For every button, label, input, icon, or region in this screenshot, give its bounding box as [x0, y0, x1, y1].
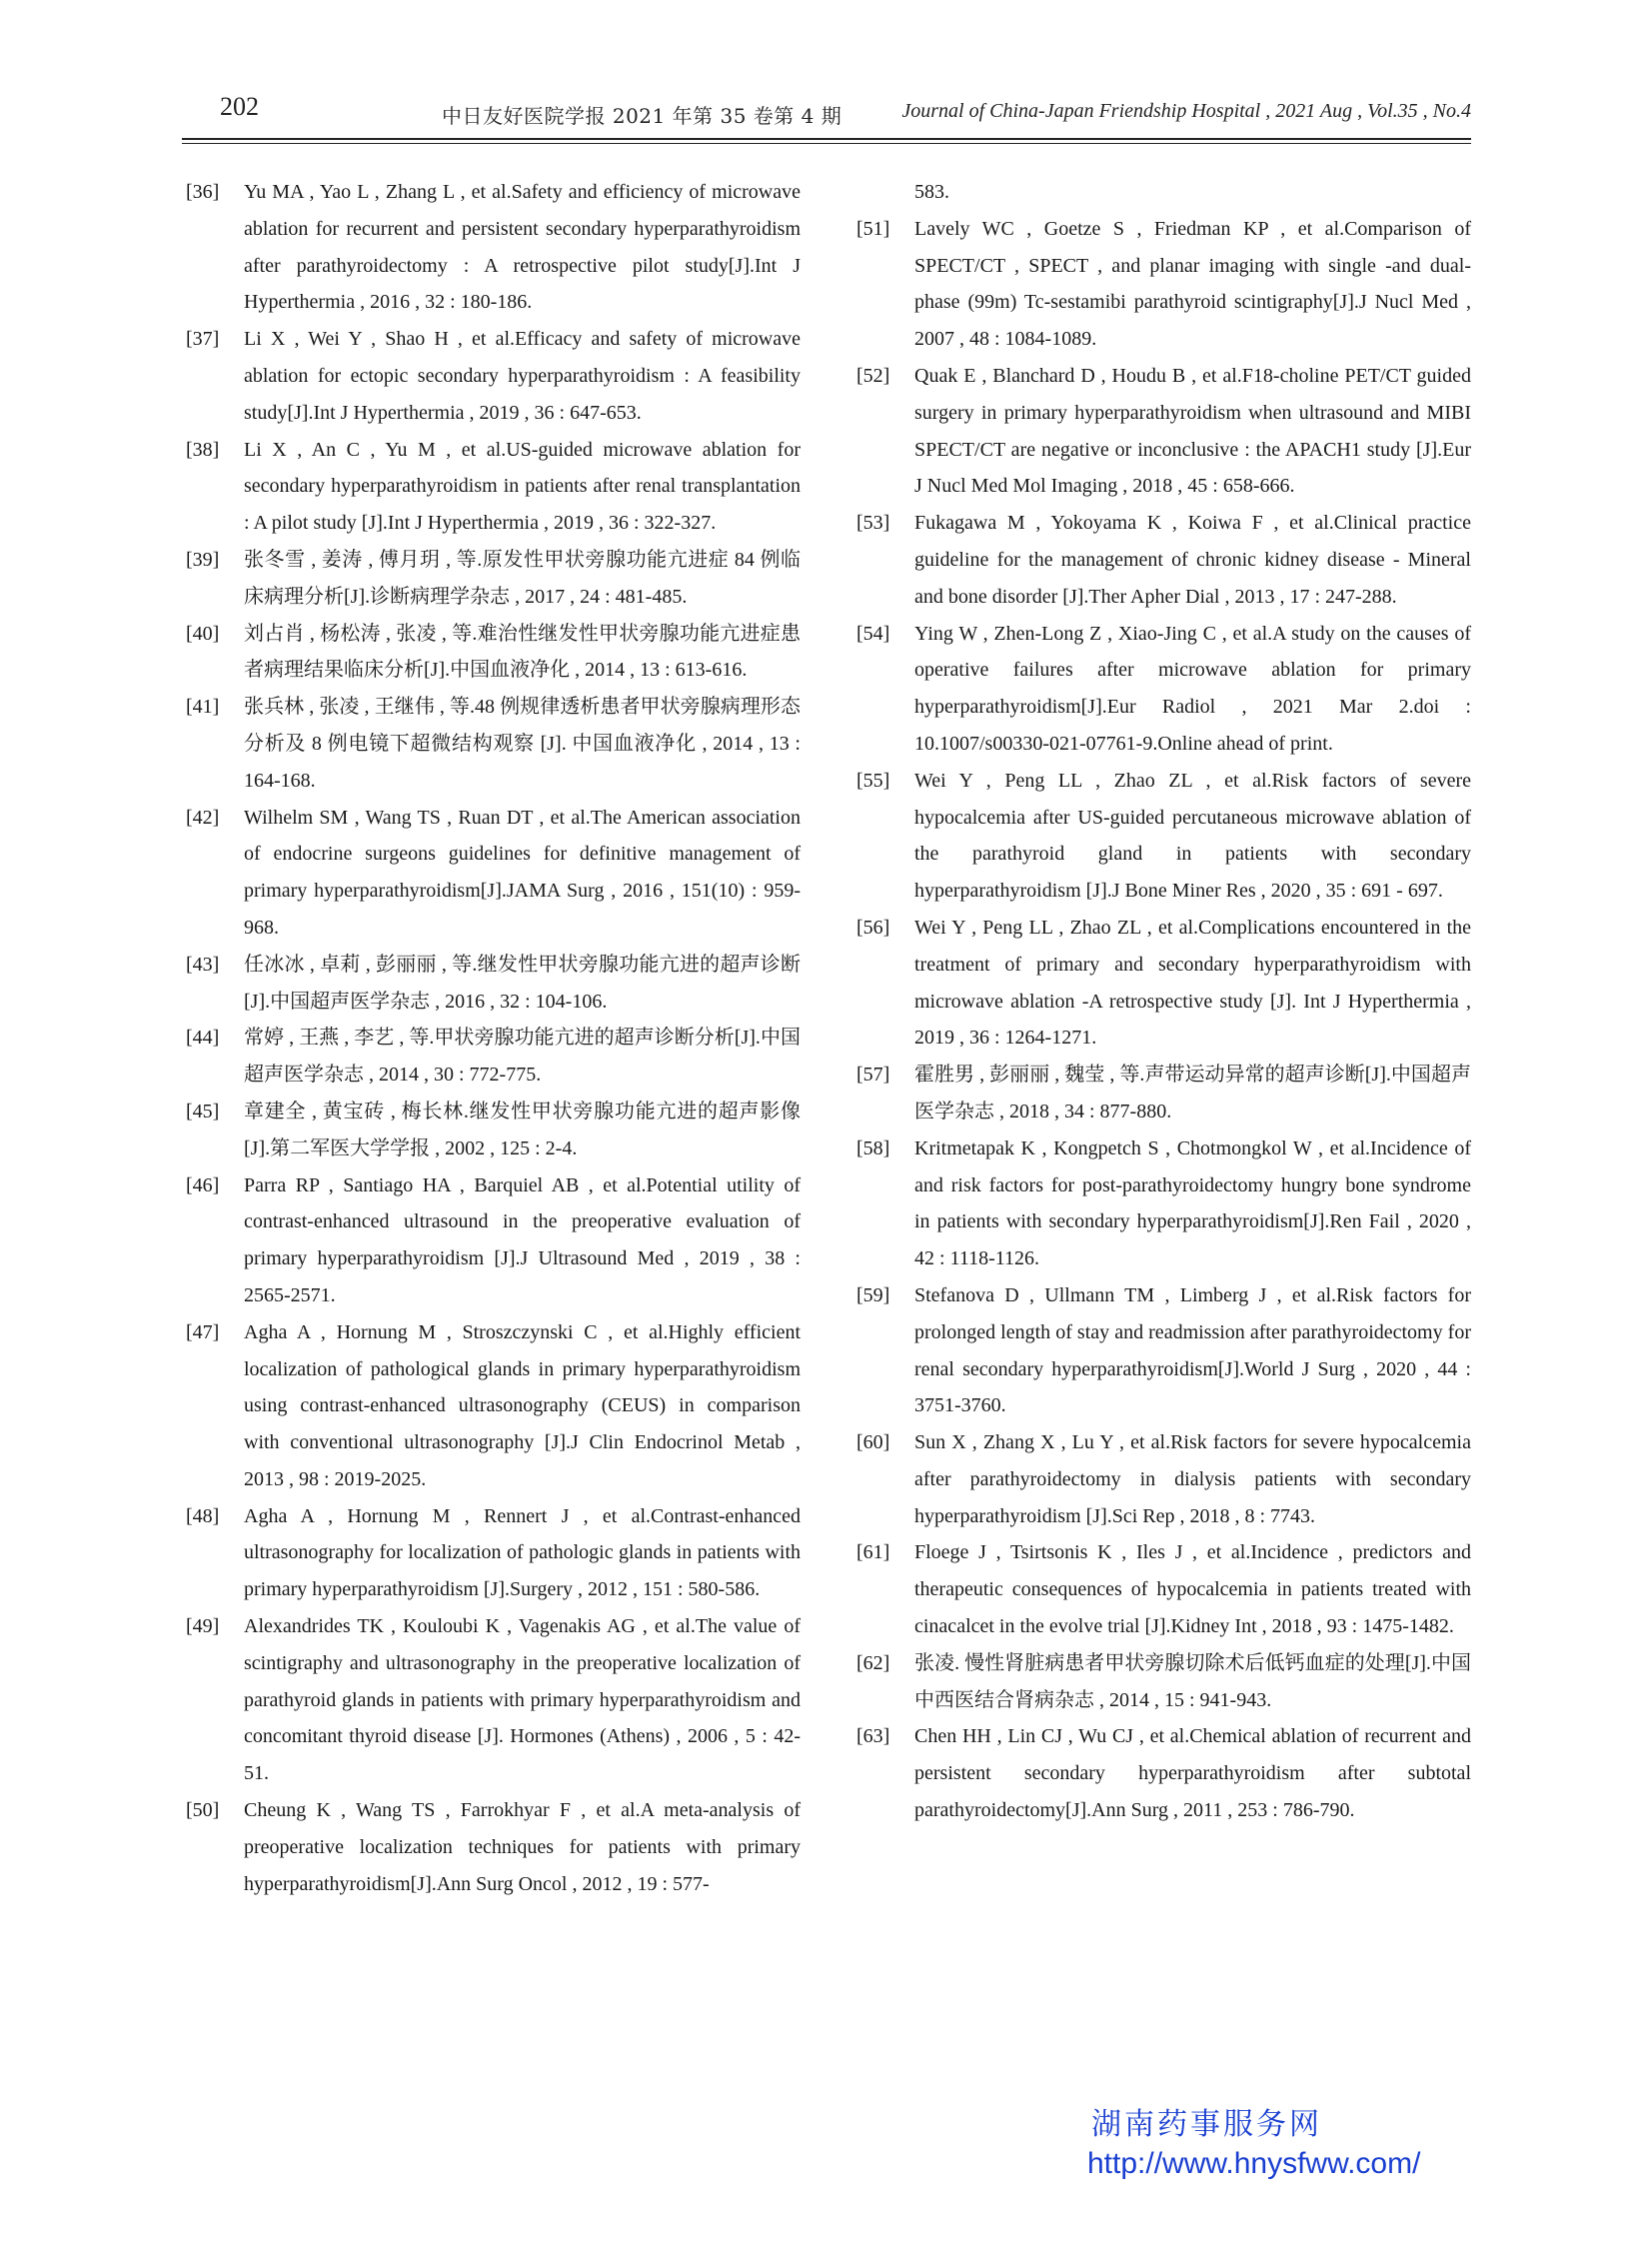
reference-number: [63] [856, 1725, 890, 1748]
reference-text: Sun X , Zhang X , Lu Y , et al.Risk factors for severe hypocalcemia after parathyroidectomy in dialysis patients with secondary hyperparathyroidism [J].Sci Rep , 2018 , 8 : 7743. [914, 1431, 1471, 1527]
reference-text: Ying W , Zhen-Long Z , Xiao-Jing C , et al.A study on the causes of operative failures after microwave ablation for primary hyperparathyroidism[J].Eur Radiol , 2021 Mar 2.doi : 10.1007/s00330-021-07761-9.Online ahead of print. [914, 622, 1471, 755]
reference-number: [41] [186, 696, 220, 719]
reference-text: 常婷 , 王燕 , 李艺 , 等.甲状旁腺功能亢进的超声诊断分析[J].中国超声医学杂志 , 2014 , 30 : 772-775. [244, 1027, 801, 1087]
reference-entry [186, 689, 801, 799]
reference-entry [186, 542, 801, 616]
page-header [182, 90, 1471, 130]
reference-entry [856, 763, 1471, 910]
watermark-site-name: 湖南药事服务网 [1091, 2108, 1322, 2141]
reference-text: Wilhelm SM , Wang TS , Ruan DT , et al.The American association of endocrine surgeons guidelines for definitive management of primary hyperparathyroidism[J].JAMA Surg , 2016 , 151(10) : 959-968. [244, 806, 801, 939]
reference-entry [186, 947, 801, 1021]
reference-text: Agha A , Hornung M , Rennert J , et al.Contrast-enhanced ultrasonography for localization of pathologic glands in patients with primary hyperparathyroidism [J].Surgery , 2012 , 151 : 580-586. [244, 1504, 801, 1601]
reference-number: [42] [186, 806, 220, 829]
reference-text: Kritmetapak K , Kongpetch S , Chotmongkol W , et al.Incidence of and risk factors for post-parathyroidectomy hungry bone syndrome in patients with secondary hyperparathyroidism[J].Ren Fail , 2020 , 42 : 1118-1126. [914, 1136, 1471, 1270]
reference-number: [37] [186, 328, 220, 351]
watermark-url[interactable]: http://www.hnysfww.com/ [1087, 2147, 1421, 2180]
reference-text: Alexandrides TK , Kouloubi K , Vagenakis AG , et al.The value of scintigraphy and ultrasonography in the preoperative localization of parathyroid glands in patients with primary hyperparathyroidism and concomitant thyroid disease [J]. Hormones (Athens) , 2006 , 5 : 42-51. [244, 1615, 801, 1785]
header-rule-thick [182, 138, 1471, 140]
reference-entry [856, 1534, 1471, 1644]
reference-text: Quak E , Blanchard D , Houdu B , et al.F18-choline PET/CT guided surgery in primary hyperparathyroidism when ultrasound and MIBI SPECT/CT are negative or inconclusive : the APACH1 study [J].Eur J Nucl Med Mol Imaging , 2018 , 45 : 658-666. [914, 364, 1471, 498]
reference-text: 张凌. 慢性肾脏病患者甲状旁腺切除术后低钙血症的处理[J].中国中西医结合肾病杂志 , 2014 , 15 : 941-943. [914, 1651, 1471, 1711]
reference-text: Wei Y , Peng LL , Zhao ZL , et al.Risk factors of severe hypocalcemia after US-guided percutaneous microwave ablation of the parathyroid gland in patients with secondary hyperparathyroidism [J].J Bone Miner Res , 2020 , 35 : 691 - 697. [914, 769, 1471, 903]
reference-number: [59] [856, 1283, 890, 1306]
reference-number: [53] [856, 512, 890, 535]
reference-text: Agha A , Hornung M , Stroszczynski C , et al.Highly efficient localization of pathological glands in primary hyperparathyroidism using contrast-enhanced ultrasonography (CEUS) in comparison with conventional ultrasonography [J].J Clin Endocrinol Metab , 2013 , 98 : 2019-2025. [244, 1320, 801, 1490]
reference-entry [856, 358, 1471, 505]
reference-entry [856, 211, 1471, 358]
reference-entry [186, 321, 801, 431]
reference-number: [38] [186, 438, 220, 461]
reference-entry [186, 1498, 801, 1608]
reference-text: Cheung K , Wang TS , Farrokhyar F , et al.A meta-analysis of preoperative localization techniques for patients with primary hyperparathyroidism[J].Ann Surg Oncol , 2012 , 19 : 577- [244, 1799, 801, 1895]
reference-entry [186, 1608, 801, 1792]
reference-text: 章建全 , 黄宝砖 , 梅长林.继发性甲状旁腺功能亢进的超声影像[J].第二军医大学学报 , 2002 , 125 : 2-4. [244, 1100, 801, 1159]
reference-entry [186, 1314, 801, 1498]
reference-text: 任冰冰 , 卓莉 , 彭丽丽 , 等.继发性甲状旁腺功能亢进的超声诊断[J].中国超声医学杂志 , 2016 , 32 : 104-106. [244, 953, 801, 1013]
reference-text: Floege J , Tsirtsonis K , Iles J , et al.Incidence , predictors and therapeutic consequences of hypocalcemia in patients treated with cinacalcet in the evolve trial [J].Kidney Int , 2018 , 93 : 1475-1482. [914, 1541, 1471, 1638]
reference-entry [856, 1424, 1471, 1534]
reference-text: Stefanova D , Ullmann TM , Limberg J , et al.Risk factors for prolonged length of stay and readmission after parathyroidectomy for renal secondary hyperparathyroidism[J].World J Surg , 2020 , 44 : 3751-3760. [914, 1283, 1471, 1417]
reference-number: [56] [856, 916, 890, 939]
journal-title-en: Journal of China-Japan Friendship Hospital , 2021 Aug , Vol.35 , No.4 [901, 100, 1471, 122]
reference-number: [39] [186, 548, 220, 571]
reference-number: [46] [186, 1173, 220, 1196]
reference-text: Yu MA , Yao L , Zhang L , et al.Safety and efficiency of microwave ablation for recurrent and persistent secondary hyperparathyroidism after parathyroidectomy : A retrospective pilot study[J].Int J Hyperthermia , 2016 , 32 : 180-186. [244, 181, 801, 314]
reference-number: [61] [856, 1541, 890, 1564]
reference-number: [40] [186, 622, 220, 645]
reference-continuation: 583. [914, 181, 949, 203]
reference-number: [36] [186, 181, 220, 203]
reference-entry [186, 800, 801, 947]
reference-text: 张兵林 , 张凌 , 王继伟 , 等.48 例规律透析患者甲状旁腺病理形态分析及 8 例电镜下超微结构观察 [J]. 中国血液净化 , 2014 , 13 : 164-168. [244, 696, 801, 792]
reference-entry [856, 616, 1471, 763]
reference-number: [54] [856, 622, 890, 645]
reference-number: [51] [856, 217, 890, 240]
journal-title-cn: 中日友好医院学报 2021 年第 35 卷第 4 期 [442, 104, 842, 128]
reference-text: 刘占肖 , 杨松涛 , 张凌 , 等.难治性继发性甲状旁腺功能亢进症患者病理结果临床分析[J].中国血液净化 , 2014 , 13 : 613-616. [244, 622, 801, 682]
reference-number: [62] [856, 1651, 890, 1674]
references-right-column [856, 174, 1471, 1829]
reference-number: [47] [186, 1320, 220, 1343]
reference-entry [856, 1718, 1471, 1828]
reference-text: 张冬雪 , 姜涛 , 傅月玥 , 等.原发性甲状旁腺功能亢进症 84 例临床病理分析[J].诊断病理学杂志 , 2017 , 24 : 481-485. [244, 548, 801, 608]
reference-entry [186, 616, 801, 690]
reference-text: Fukagawa M , Yokoyama K , Koiwa F , et al.Clinical practice guideline for the management of chronic kidney disease - Mineral and bone disorder [J].Ther Apher Dial , 2013 , 17 : 247-288. [914, 512, 1471, 608]
reference-number: [50] [186, 1799, 220, 1822]
reference-entry [856, 1277, 1471, 1424]
reference-entry [186, 1167, 801, 1314]
reference-number: [48] [186, 1504, 220, 1527]
reference-entry [186, 174, 801, 321]
reference-number: [58] [856, 1136, 890, 1159]
reference-entry [186, 1020, 801, 1094]
reference-entry [856, 1645, 1471, 1719]
reference-entry [856, 1130, 1471, 1277]
reference-text: Lavely WC , Goetze S , Friedman KP , et al.Comparison of SPECT/CT , SPECT , and planar imaging with single -and dual-phase (99m) Tc-sestamibi parathyroid scintigraphy[J].J Nucl Med , 2007 , 48 : 1084-1089. [914, 217, 1471, 351]
watermark [1087, 2099, 1420, 2181]
reference-text: Li X , Wei Y , Shao H , et al.Efficacy and safety of microwave ablation for ectopic secondary hyperparathyroidism : A feasibility study[J].Int J Hyperthermia , 2019 , 36 : 647-653. [244, 328, 801, 424]
reference-text: Wei Y , Peng LL , Zhao ZL , et al.Complications encountered in the treatment of primary and secondary hyperparathyroidism with microwave ablation -A retrospective study [J]. Int J Hyperthermia , 2019 , 36 : 1264-1271. [914, 916, 1471, 1050]
reference-number: [44] [186, 1027, 220, 1050]
reference-text: Li X , An C , Yu M , et al.US-guided microwave ablation for secondary hyperparathyroidism in patients after renal transplantation : A pilot study [J].Int J Hyperthermia , 2019 , 36 : 322-327. [244, 438, 801, 535]
header-rule-thin [182, 143, 1471, 144]
reference-entry [186, 432, 801, 542]
reference-number: [55] [856, 769, 890, 792]
page-number: 202 [220, 92, 259, 121]
reference-text: 霍胜男 , 彭丽丽 , 魏莹 , 等.声带运动异常的超声诊断[J].中国超声医学杂志 , 2018 , 34 : 877-880. [914, 1064, 1471, 1122]
reference-entry [186, 1792, 801, 1902]
reference-number: [60] [856, 1431, 890, 1454]
reference-text: Chen HH , Lin CJ , Wu CJ , et al.Chemical ablation of recurrent and persistent secondary hyperparathyroidism after subtotal parathyroidectomy[J].Ann Surg , 2011 , 253 : 786-790. [914, 1725, 1471, 1822]
reference-number: [49] [186, 1615, 220, 1638]
reference-number: [57] [856, 1064, 890, 1087]
reference-entry [856, 910, 1471, 1057]
reference-text: Parra RP , Santiago HA , Barquiel AB , et al.Potential utility of contrast-enhanced ultrasound in the preoperative evaluation of primary hyperparathyroidism [J].J Ultrasound Med , 2019 , 38 : 2565-2571. [244, 1173, 801, 1306]
reference-entry [186, 1094, 801, 1167]
reference-number: [45] [186, 1100, 220, 1122]
reference-entry [856, 1057, 1471, 1130]
reference-number: [43] [186, 953, 220, 976]
references-left-column [186, 174, 801, 1902]
reference-number: [52] [856, 364, 890, 387]
reference-entry [856, 505, 1471, 615]
